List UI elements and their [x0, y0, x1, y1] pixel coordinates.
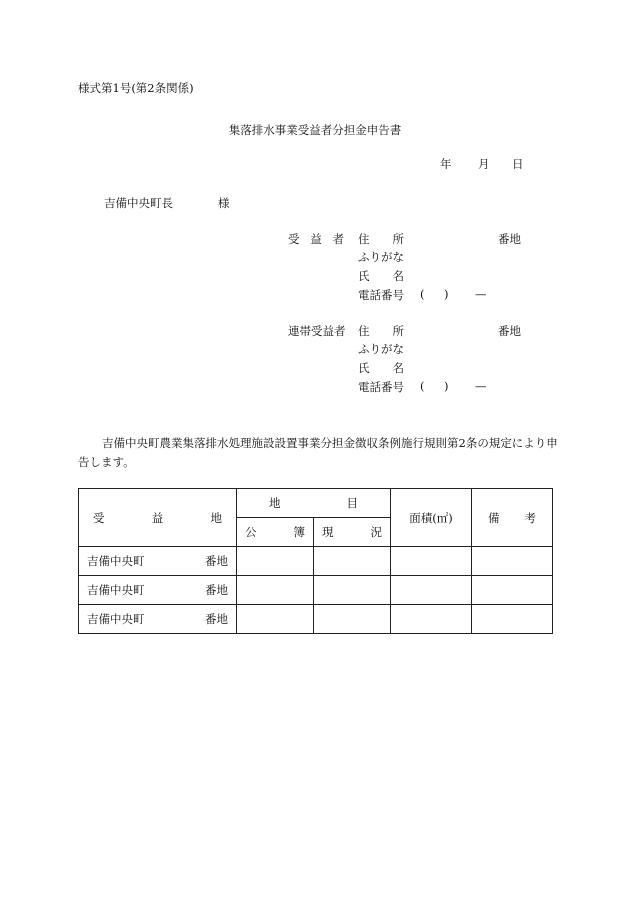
area-cell[interactable]: [391, 605, 472, 634]
phone-dash: —: [475, 379, 487, 393]
joint-beneficiary-block: [288, 323, 528, 403]
phone-dash: —: [475, 287, 487, 301]
register-cell[interactable]: [237, 576, 314, 605]
table-row: [79, 605, 553, 634]
beneficiary-furigana: ふりがな: [358, 250, 404, 264]
header-remarks: 備 考: [472, 489, 553, 547]
beneficiary-block: [288, 231, 528, 311]
land-table: [78, 488, 553, 634]
joint-bangchi: 番地: [498, 324, 521, 338]
header-register: 公 簿: [237, 518, 314, 547]
current-cell[interactable]: [314, 547, 391, 576]
form-number: 様式第1号(第2条関係): [78, 81, 194, 95]
address-label: 住 所: [358, 232, 404, 246]
joint-address-row: [358, 323, 404, 339]
area-cell[interactable]: [391, 576, 472, 605]
joint-furigana: ふりがな: [358, 342, 404, 356]
name-label: 氏 名: [358, 361, 404, 375]
land-location-cell[interactable]: 吉備中央町 番地: [79, 576, 237, 605]
beneficiary-role: 受 益 者: [288, 232, 344, 246]
land-location-cell[interactable]: 吉備中央町 番地: [79, 547, 237, 576]
phone-label: 電話番号: [358, 380, 404, 394]
honorific: 様: [218, 196, 230, 210]
header-area: 面積(㎡): [391, 489, 472, 547]
remarks-cell[interactable]: [472, 576, 553, 605]
remarks-cell[interactable]: [472, 547, 553, 576]
addressee: 吉備中央町長: [104, 196, 173, 210]
header-current: 現 況: [314, 518, 391, 547]
beneficiary-bangchi: 番地: [498, 232, 521, 246]
phone-paren-close: ): [444, 379, 449, 393]
name-label: 氏 名: [358, 269, 404, 283]
header-beneficiary-land: 受 益 地: [79, 489, 237, 547]
date-day-label: 日: [512, 157, 524, 171]
document-title: 集落排水事業受益者分担金申告書: [228, 123, 402, 137]
current-cell[interactable]: [314, 605, 391, 634]
joint-name-row: [358, 360, 404, 376]
land-location-cell[interactable]: 吉備中央町 番地: [79, 605, 237, 634]
phone-paren-open: (: [420, 379, 425, 393]
register-cell[interactable]: [237, 605, 314, 634]
beneficiary-phone-row: [358, 287, 528, 303]
table-row: [79, 547, 553, 576]
joint-beneficiary-role: 連帯受益者: [288, 324, 346, 338]
phone-paren-close: ): [444, 287, 449, 301]
phone-label: 電話番号: [358, 288, 404, 302]
table-header-row: [79, 489, 553, 518]
current-cell[interactable]: [314, 576, 391, 605]
header-land-category: 地 目: [237, 489, 391, 518]
date-year-label: 年: [440, 157, 452, 171]
date-month-label: 月: [478, 157, 490, 171]
table-row: [79, 576, 553, 605]
register-cell[interactable]: [237, 547, 314, 576]
joint-phone-row: [358, 379, 528, 395]
area-cell[interactable]: [391, 547, 472, 576]
address-label: 住 所: [358, 324, 404, 338]
remarks-cell[interactable]: [472, 605, 553, 634]
beneficiary-name-row: [358, 268, 404, 284]
phone-paren-open: (: [420, 287, 425, 301]
statement-text: 吉備中央町農業集落排水処理施設設置事業分担金徴収条例施行規則第2条の規定により申告します。: [78, 436, 558, 469]
